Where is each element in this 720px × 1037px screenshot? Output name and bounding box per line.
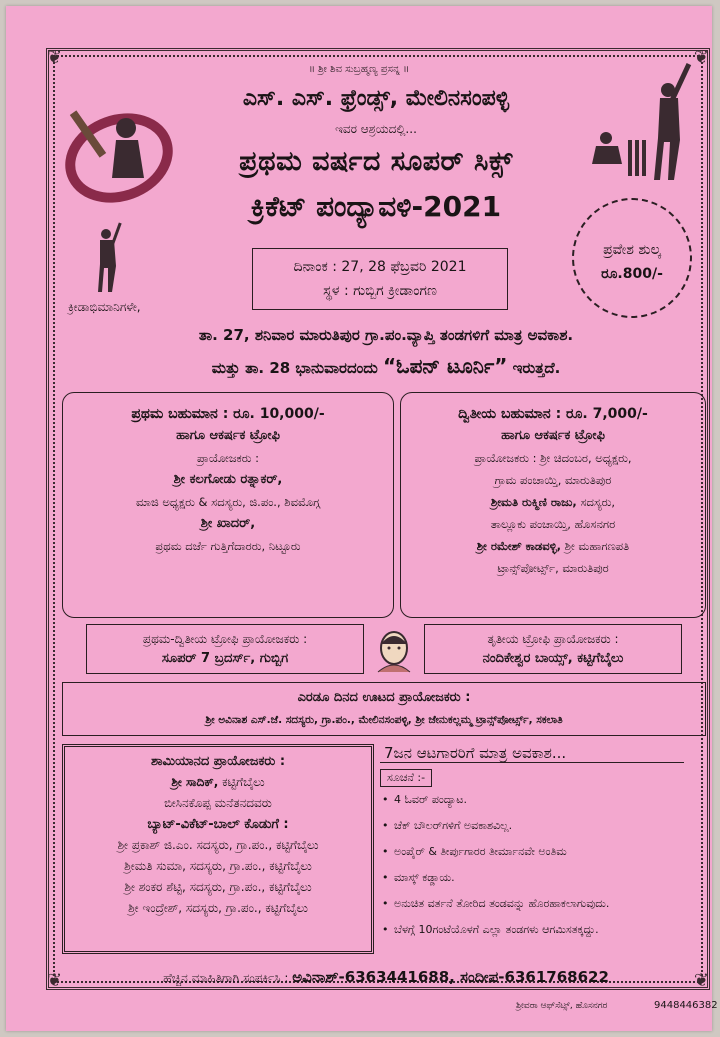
- second-prize-box: [400, 392, 706, 618]
- sponsor-line: ಪ್ರಾಯೋಜಕರು : ಶ್ರೀ ಚಿದಂಬರ, ಅಧ್ಯಕ್ಷರು,: [474, 451, 632, 465]
- rules-section: [380, 744, 706, 954]
- event-venue: ಸ್ಥಳ : ಗುಬ್ಬಿಗ ಕ್ರೀಡಾಂಗಣ: [323, 283, 437, 299]
- second-prize-trophy: ಹಾಗೂ ಆಕರ್ಷಕ ಟ್ರೋಫಿ: [501, 428, 605, 443]
- entry-fee-amount: ರೂ.800/-: [601, 266, 663, 282]
- meal-sponsor-label: ಎರಡೂ ದಿನದ ಊಟದ ಪ್ರಾಯೋಜಕರು :: [297, 690, 471, 705]
- lady-face-icon: [374, 628, 414, 674]
- corner-ornament-icon: ❦: [693, 970, 709, 991]
- sponsor-name: ಶ್ರೀ ರಮೇಶ್ ಕಾಡವಳ್ಳಿ,: [476, 539, 561, 553]
- sponsor-name: ಶ್ರೀಮತಿ ರುಕ್ಮಿಣಿ ರಾಜು,: [490, 495, 577, 509]
- printer-phone: 9448446382: [654, 1000, 718, 1011]
- equipment-label: ಬ್ಯಾಟ್-ವಿಕೆಟ್-ಬಾಲ್ ಕೊಡುಗೆ :: [147, 817, 289, 832]
- notice-text: ಮತ್ತು ತಾ. 28 ಭಾನುವಾರದಂದು: [211, 359, 378, 377]
- sponsor-desc: ಮಾಜಿ ಅಧ್ಯಕ್ಷರು & ಸದಸ್ಯರು, ಜಿ.ಪಂ., ಶಿವಮೊಗ್ಗ: [135, 495, 321, 509]
- poster-sheet: [6, 6, 718, 1031]
- meal-sponsor-box: [62, 682, 706, 736]
- trophy-sponsor-label: ತೃತೀಯ ಟ್ರೋಫಿ ಪ್ರಾಯೋಜಕರು :: [487, 632, 619, 646]
- rule-item: • ಅಂಪೈರ್ & ತೀರ್ಪುಗಾರರ ತೀರ್ಮಾನವೇ ಅಂತಿಮ: [380, 839, 706, 865]
- open-tourney-highlight: “ಓಪನ್ ಟೂರ್ನಿ”: [382, 354, 508, 378]
- rule-item: • ಬೆಳಗ್ಗೆ 10ಗಂಟೆಯೊಳಗೆ ಎಲ್ಲಾ ತಂಡಗಳು ಆಗಮಿಸತಕ್ಕದ್ದು.: [380, 917, 706, 943]
- sponsor-label: ಪ್ರಾಯೋಜಕರು :: [197, 451, 259, 465]
- equipment-donor: ಶ್ರೀ ಶಂಕರ ಶೆಟ್ಟಿ, ಸದಸ್ಯರು, ಗ್ರಾ.ಪಂ., ಕಟ್ಟಿಗೆಬೈಲು: [124, 880, 312, 894]
- small-batsman-icon: [92, 222, 128, 294]
- first-prize-trophy: ಹಾಗೂ ಆಕರ್ಷಕ ಟ್ರೋಫಿ: [176, 428, 280, 443]
- printer-name: ಶ್ರೀವರಾ ಆಫ್‌ಸೆಟ್ಸ್, ಹೊಸನಗರ: [516, 1001, 608, 1011]
- patronage-line: ಇವರ ಆಶ್ರಯದಲ್ಲಿ...: [335, 122, 417, 136]
- rule-item: • ಅನುಚಿತ ವರ್ತನೆ ತೋರಿದ ತಂಡವನ್ನು ಹೊರಹಾಕಲಾಗುವುದು.: [380, 891, 706, 917]
- rules-note-label: ಸೂಚನೆ :-: [380, 769, 432, 787]
- date-venue-box: [252, 248, 508, 310]
- tent-sponsor-place: ಕಟ್ಟಿಗೆಬೈಲು: [218, 775, 265, 789]
- contact-label: ಹೆಚ್ಚಿನ ಮಾಹಿತಿಗಾಗಿ ಸಂಪರ್ಕಿಸಿ :: [163, 971, 289, 985]
- rule-item: • ಚೆಕ್ ಬೌಲರ್‌ಗಳಿಗೆ ಅವಕಾಶವಿಲ್ಲ.: [380, 813, 706, 839]
- sponsor-desc: ತಾಲ್ಲೂಕು ಪಂಚಾಯ್ತಿ, ಹೊಸನಗರ: [490, 517, 616, 531]
- contact-footer: [66, 968, 706, 986]
- blessing-line: ॥ ಶ್ರೀ ಶಿವ ಸುಬ್ರಹ್ಮಣ್ಯ ಪ್ರಸನ್ನ ॥: [308, 64, 410, 75]
- sponsor-desc: ಪ್ರಥಮ ದರ್ಜೆ ಗುತ್ತಿಗೆದಾರರು, ನಿಟ್ಟೂರು: [155, 539, 301, 553]
- corner-ornament-icon: ❦: [47, 47, 63, 68]
- trophy-sponsor-name: ಸೂಪರ್ 7 ಬ್ರದರ್ಸ್, ಗುಬ್ಬಿಗ: [161, 651, 289, 666]
- rules-list: [380, 787, 706, 943]
- trophy-sponsor-box-3: [424, 624, 682, 674]
- tent-sponsor-label: ಶಾಮಿಯಾನದ ಪ್ರಾಯೋಜಕರು :: [150, 754, 286, 769]
- sponsor-line: ಗ್ರಾಮ ಪಂಚಾಯ್ತಿ, ಮಾರುತಿಪುರ: [494, 473, 612, 487]
- organizer-name: ಎಸ್. ಎಸ್. ಫ್ರೆಂಡ್ಸ್, ಮೇಲಿನಸಂಪಳ್ಳಿ: [242, 86, 510, 111]
- entry-fee-badge: [572, 198, 692, 318]
- trophy-sponsor-box-1: [86, 624, 364, 674]
- first-prize-title: ಪ್ರಥಮ ಬಹುಮಾನ : ರೂ. 10,000/-: [131, 406, 325, 422]
- tent-sponsor-box: [62, 744, 374, 954]
- batsman-wicketkeeper-icon: [588, 60, 698, 190]
- entry-fee-label: ಪ್ರವೇಶ ಶುಲ್ಕ: [603, 242, 661, 258]
- tent-sponsor-line: [65, 772, 371, 793]
- tent-sponsor-name: ಶ್ರೀ ಸಾದಿಕ್,: [171, 775, 219, 789]
- meal-sponsor-name: ಶ್ರೀ ಅವಿನಾಶ ಎಸ್.ಜೆ. ಸದಸ್ಯರು, ಗ್ರಾ.ಪಂ., ಮೇಲಿನಸಂಪಳ್ಳಿ, ಶ್ರೀ ಜೇನುಕಲ್ಲಮ್ಮ ಟ್ರಾನ್ಸ್‌ಪೋರ್ಟ್ಸ್, ಸಕಲಾತಿ: [205, 714, 563, 726]
- notice-line-1: ತಾ. 27, ಶನಿವಾರ ಮಾರುತಿಪುರ ಗ್ರಾ.ಪಂ.ವ್ಯಾಪ್ತಿ ತಂಡಗಳಿಗೆ ಮಾತ್ರ ಅವಕಾಶ.: [198, 326, 574, 344]
- rule-item: • 4 ಓವರ್ ಪಂದ್ಯಾಟ.: [380, 787, 706, 813]
- equipment-donor: ಶ್ರೀ ಪ್ರಕಾಶ್ ಜಿ.ಎಂ. ಸದಸ್ಯರು, ಗ್ರಾ.ಪಂ., ಕಟ್ಟಿಗೆಬೈಲು: [117, 838, 319, 852]
- sponsor-name: ಶ್ರೀ ಖಾದರ್,: [200, 516, 256, 531]
- second-prize-title: ದ್ವಿತೀಯ ಬಹುಮಾನ : ರೂ. 7,000/-: [458, 406, 648, 422]
- tent-sponsor-desc: ಬೀಸಿನಕೊಪ್ಪ ಮನೆತನದವರು: [164, 796, 272, 810]
- rules-heading: 7ಜನ ಆಟಗಾರರಿಗೆ ಮಾತ್ರ ಅವಕಾಶ...: [380, 744, 684, 763]
- trophy-sponsor-label: ಪ್ರಥಮ-ದ್ವಿತೀಯ ಟ್ರೋಫಿ ಪ್ರಾಯೋಜಕರು :: [142, 632, 308, 646]
- notice-text: ಇರುತ್ತದೆ.: [512, 359, 561, 377]
- contact-numbers: ಅವಿನಾಶ್-6363441688, ಸಂದೀಪ-6361768622: [292, 968, 609, 986]
- corner-ornament-icon: ❦: [693, 47, 709, 68]
- sponsor-line: [409, 535, 697, 557]
- rule-item: • ಮಾಸ್ಕ್ ಕಡ್ಡಾಯ.: [380, 865, 706, 891]
- sponsor-line: [409, 491, 697, 513]
- event-date: ದಿನಾಂಕ : 27, 28 ಫೆಬ್ರವರಿ 2021: [293, 259, 467, 275]
- sponsor-desc: ಟ್ರಾನ್ಸ್‌ಪೋರ್ಟ್ಸ್, ಮಾರುತಿಪುರ: [497, 561, 609, 575]
- sponsor-name: ಶ್ರೀ ಕಲಗೋಡು ರತ್ನಾಕರ್,: [173, 472, 283, 487]
- equipment-donor: ಶ್ರೀಮತಿ ಸುಮಾ, ಸದಸ್ಯರು, ಗ್ರಾ.ಪಂ., ಕಟ್ಟಿಗೆಬೈಲು: [124, 859, 312, 873]
- tournament-subtitle: ಕ್ರಿಕೆಟ್ ಪಂದ್ಯಾವಳಿ-2021: [250, 190, 502, 223]
- first-prize-box: [62, 392, 394, 618]
- corner-ornament-icon: ❦: [47, 970, 63, 991]
- sponsor-role: ಸದಸ್ಯರು,: [576, 495, 616, 509]
- notice-line-2: [76, 354, 696, 378]
- equipment-donor: ಶ್ರೀ ಇಂದ್ರೇಶ್, ಸದಸ್ಯರು, ಗ್ರಾ.ಪಂ., ಕಟ್ಟಿಗೆಬೈಲು: [128, 901, 308, 915]
- sponsor-role: ಶ್ರೀ ಮಹಾಗಣಪತಿ: [561, 539, 630, 553]
- greeting: ಕ್ರೀಡಾಭಿಮಾನಿಗಳೇ,: [68, 300, 141, 314]
- tournament-title: ಪ್ರಥಮ ವರ್ಷದ ಸೂಪರ್ ಸಿಕ್ಸ್: [239, 146, 513, 177]
- trophy-sponsor-name: ನಂದಿಕೇಶ್ವರ ಬಾಯ್ಸ್, ಕಟ್ಟಿಗೆಬೈಲು: [482, 651, 624, 666]
